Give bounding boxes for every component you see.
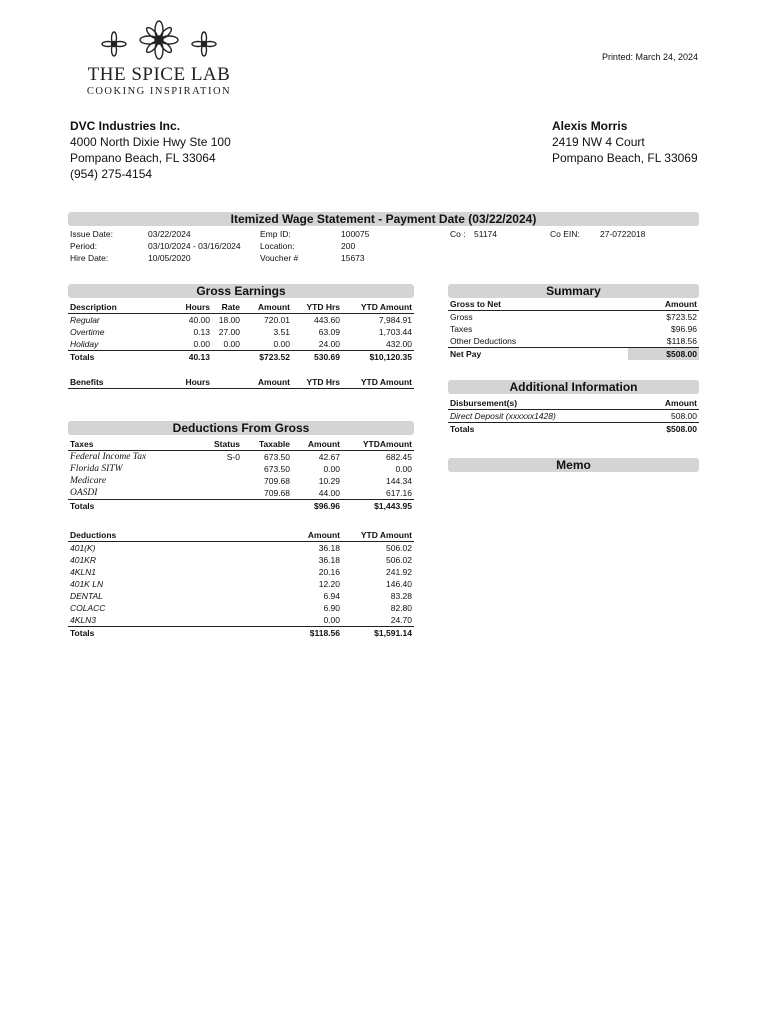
cell: 401K LN bbox=[70, 579, 104, 589]
cell: 18.00 bbox=[218, 315, 240, 325]
cell: 720.01 bbox=[264, 315, 290, 325]
cell: 673.50 bbox=[264, 464, 290, 474]
summary-table bbox=[448, 298, 699, 360]
cell: 401(K) bbox=[70, 543, 96, 553]
totals-row bbox=[68, 500, 414, 513]
cell bbox=[198, 475, 242, 487]
cell bbox=[198, 500, 242, 513]
cell: 44.00 bbox=[318, 488, 340, 498]
cell: 432.00 bbox=[386, 339, 412, 349]
cell: Medicare bbox=[70, 476, 107, 486]
column-header: Amount bbox=[292, 529, 342, 542]
cell: 40.13 bbox=[168, 351, 212, 364]
period-label: Period: bbox=[70, 241, 97, 251]
cell: OASDI bbox=[70, 488, 98, 498]
hire-date-label: Hire Date: bbox=[70, 253, 109, 263]
cell bbox=[212, 351, 242, 364]
co-value: 51174 bbox=[474, 229, 498, 239]
cell: 506.02 bbox=[386, 555, 412, 565]
table-header-row bbox=[448, 397, 699, 410]
table-header-row bbox=[68, 301, 414, 314]
table-row bbox=[448, 311, 699, 324]
logo-name: THE SPICE LAB bbox=[87, 64, 231, 85]
cell: 7,984.91 bbox=[378, 315, 412, 325]
logo-tagline: COOKING INSPIRATION bbox=[86, 86, 232, 97]
cell: 42.67 bbox=[318, 452, 340, 462]
cell: 40.00 bbox=[188, 315, 210, 325]
cell: 36.18 bbox=[318, 555, 340, 565]
cell: Holiday bbox=[70, 339, 99, 349]
cell: 3.51 bbox=[273, 327, 290, 337]
cell: Florida SITW bbox=[70, 464, 123, 474]
cell: 0.00 bbox=[323, 464, 340, 474]
cell: Federal Income Tax bbox=[70, 452, 147, 462]
cell: 24.70 bbox=[390, 615, 412, 625]
cell: 1,703.44 bbox=[378, 327, 412, 337]
cell: 508.00 bbox=[671, 411, 697, 421]
column-header: Deductions bbox=[68, 529, 292, 542]
cell: 401KR bbox=[70, 555, 96, 565]
voucher-label: Voucher # bbox=[260, 253, 299, 263]
cell: 146.40 bbox=[386, 579, 412, 589]
period-value: 03/10/2024 - 03/16/2024 bbox=[148, 241, 241, 251]
emp-id-value: 100075 bbox=[341, 229, 370, 239]
company-address bbox=[70, 118, 231, 182]
deductions-from-gross-title: Deductions From Gross bbox=[68, 421, 414, 435]
column-header: YTD Hrs bbox=[292, 301, 342, 314]
table-header-row bbox=[448, 298, 699, 311]
table-row bbox=[68, 451, 414, 464]
table-row bbox=[68, 566, 414, 578]
net-pay-value: $508.00 bbox=[628, 348, 699, 361]
cell: 83.28 bbox=[390, 591, 412, 601]
cell: 0.00 bbox=[223, 339, 240, 349]
cell: Net Pay bbox=[448, 348, 628, 361]
cell: COLACC bbox=[70, 603, 106, 613]
cell: Totals bbox=[68, 500, 198, 513]
column-header: Hours bbox=[168, 376, 212, 389]
table-row bbox=[68, 602, 414, 614]
cell: 530.69 bbox=[292, 351, 342, 364]
totals-row bbox=[68, 351, 414, 364]
table-row bbox=[68, 578, 414, 590]
table-row bbox=[68, 326, 414, 338]
voucher-value: 15673 bbox=[341, 253, 365, 263]
cell: Overtime bbox=[70, 327, 105, 337]
cell: 10.29 bbox=[318, 476, 340, 486]
column-header: Benefits bbox=[68, 376, 168, 389]
table-row bbox=[68, 463, 414, 475]
table-row bbox=[68, 314, 414, 327]
cell: 673.50 bbox=[264, 452, 290, 462]
employee-name: Alexis Morris bbox=[552, 119, 628, 133]
co-label: Co : bbox=[450, 229, 466, 239]
totals-row bbox=[68, 627, 414, 640]
company-logo bbox=[78, 20, 240, 100]
column-header: YTD Amount bbox=[342, 529, 414, 542]
summary-title: Summary bbox=[448, 284, 699, 298]
cell: 241.92 bbox=[386, 567, 412, 577]
cell: 0.00 bbox=[395, 464, 412, 474]
column-header: Description bbox=[68, 301, 168, 314]
table-header-row bbox=[68, 438, 414, 451]
table-row bbox=[68, 614, 414, 627]
printed-date: Printed: March 24, 2024 bbox=[601, 52, 698, 62]
column-header: YTD Hrs bbox=[292, 376, 342, 389]
company-line2: Pompano Beach, FL 33064 bbox=[70, 151, 216, 165]
cell: S-0 bbox=[226, 452, 240, 462]
column-header bbox=[212, 376, 242, 389]
cell: $723.52 bbox=[666, 312, 697, 322]
cell bbox=[242, 500, 292, 513]
employee-line1: 2419 NW 4 Court bbox=[552, 135, 645, 149]
cell: $118.56 bbox=[292, 627, 342, 640]
column-header: Amount bbox=[628, 397, 699, 410]
cell: 0.00 bbox=[323, 615, 340, 625]
cell: 0.00 bbox=[273, 339, 290, 349]
table-row bbox=[68, 542, 414, 555]
memo-title: Memo bbox=[448, 458, 699, 472]
cell: 144.34 bbox=[386, 476, 412, 486]
column-header: Amount bbox=[628, 298, 699, 311]
column-header: Amount bbox=[242, 301, 292, 314]
cell: 82.80 bbox=[390, 603, 412, 613]
column-header: YTDAmount bbox=[342, 438, 414, 451]
cell: 617.16 bbox=[386, 488, 412, 498]
additional-info-table bbox=[448, 397, 699, 435]
cell: 20.16 bbox=[318, 567, 340, 577]
table-row bbox=[448, 335, 699, 348]
column-header: Amount bbox=[242, 376, 292, 389]
table-row bbox=[68, 475, 414, 487]
cell: Totals bbox=[448, 423, 628, 436]
cell bbox=[198, 463, 242, 475]
co-ein-label: Co EIN: bbox=[550, 229, 580, 239]
cell: Direct Deposit (xxxxxx1428) bbox=[450, 411, 556, 421]
table-row bbox=[68, 554, 414, 566]
cell: 506.02 bbox=[386, 543, 412, 553]
column-header: Status bbox=[198, 438, 242, 451]
company-phone: (954) 275-4154 bbox=[70, 167, 153, 181]
employee-line2: Pompano Beach, FL 33069 bbox=[552, 151, 698, 165]
table-header-row bbox=[68, 376, 414, 389]
cell: Totals bbox=[68, 351, 168, 364]
cell bbox=[198, 487, 242, 500]
cell: 63.09 bbox=[318, 327, 340, 337]
column-header: Taxable bbox=[242, 438, 292, 451]
column-header: Rate bbox=[212, 301, 242, 314]
table-row bbox=[68, 590, 414, 602]
table-row bbox=[448, 323, 699, 335]
cell: 4KLN3 bbox=[70, 615, 96, 625]
table-row bbox=[68, 338, 414, 351]
cell: 24.00 bbox=[318, 339, 340, 349]
cell: $10,120.35 bbox=[342, 351, 414, 364]
cell: 0.13 bbox=[193, 327, 210, 337]
benefits-table bbox=[68, 376, 414, 389]
taxes-table bbox=[68, 438, 414, 512]
cell: 36.18 bbox=[318, 543, 340, 553]
column-header: Gross to Net bbox=[448, 298, 628, 311]
emp-id-label: Emp ID: bbox=[260, 229, 291, 239]
cell: 4KLN1 bbox=[70, 567, 96, 577]
issue-date-label: Issue Date: bbox=[70, 229, 113, 239]
cell: $96.96 bbox=[292, 500, 342, 513]
employee-address bbox=[552, 118, 698, 166]
gross-earnings-table bbox=[68, 301, 414, 363]
column-header: Hours bbox=[168, 301, 212, 314]
cell: $1,591.14 bbox=[342, 627, 414, 640]
table-row bbox=[448, 410, 699, 423]
cell: $96.96 bbox=[671, 324, 697, 334]
column-header: YTD Amount bbox=[342, 376, 414, 389]
statement-title: Itemized Wage Statement - Payment Date (03/22/2024) bbox=[68, 212, 699, 226]
gross-earnings-title: Gross Earnings bbox=[68, 284, 414, 298]
flower-ornament-icon bbox=[94, 20, 224, 64]
cell: 0.00 bbox=[193, 339, 210, 349]
cell: 443.60 bbox=[314, 315, 340, 325]
totals-row bbox=[448, 423, 699, 436]
cell: $1,443.95 bbox=[342, 500, 414, 513]
location-label: Location: bbox=[260, 241, 295, 251]
column-header: YTD Amount bbox=[342, 301, 414, 314]
cell: Totals bbox=[68, 627, 292, 640]
cell: $508.00 bbox=[628, 423, 699, 436]
column-header: Amount bbox=[292, 438, 342, 451]
cell: 27.00 bbox=[218, 327, 240, 337]
location-value: 200 bbox=[341, 241, 356, 251]
column-header: Taxes bbox=[68, 438, 198, 451]
cell: 6.90 bbox=[323, 603, 340, 613]
net-pay-row bbox=[448, 348, 699, 361]
cell: DENTAL bbox=[70, 591, 103, 601]
cell: 682.45 bbox=[386, 452, 412, 462]
issue-date-value: 03/22/2024 bbox=[148, 229, 191, 239]
deductions-table bbox=[68, 529, 414, 639]
additional-info-title: Additional Information bbox=[448, 380, 699, 394]
cell: $118.56 bbox=[666, 336, 697, 346]
cell: 709.68 bbox=[264, 488, 290, 498]
table-row bbox=[68, 487, 414, 500]
co-ein-value: 27-0722018 bbox=[600, 229, 646, 239]
company-line1: 4000 North Dixie Hwy Ste 100 bbox=[70, 135, 231, 149]
cell: 709.68 bbox=[264, 476, 290, 486]
cell: Regular bbox=[70, 315, 100, 325]
cell: 6.94 bbox=[323, 591, 340, 601]
column-header: Disbursement(s) bbox=[448, 397, 628, 410]
cell: Taxes bbox=[450, 324, 473, 334]
cell: $723.52 bbox=[242, 351, 292, 364]
cell: 12.20 bbox=[318, 579, 340, 589]
cell: Gross bbox=[450, 312, 473, 322]
table-header-row bbox=[68, 529, 414, 542]
cell: Other Deductions bbox=[450, 336, 517, 346]
company-name: DVC Industries Inc. bbox=[70, 119, 181, 133]
hire-date-value: 10/05/2020 bbox=[148, 253, 191, 263]
